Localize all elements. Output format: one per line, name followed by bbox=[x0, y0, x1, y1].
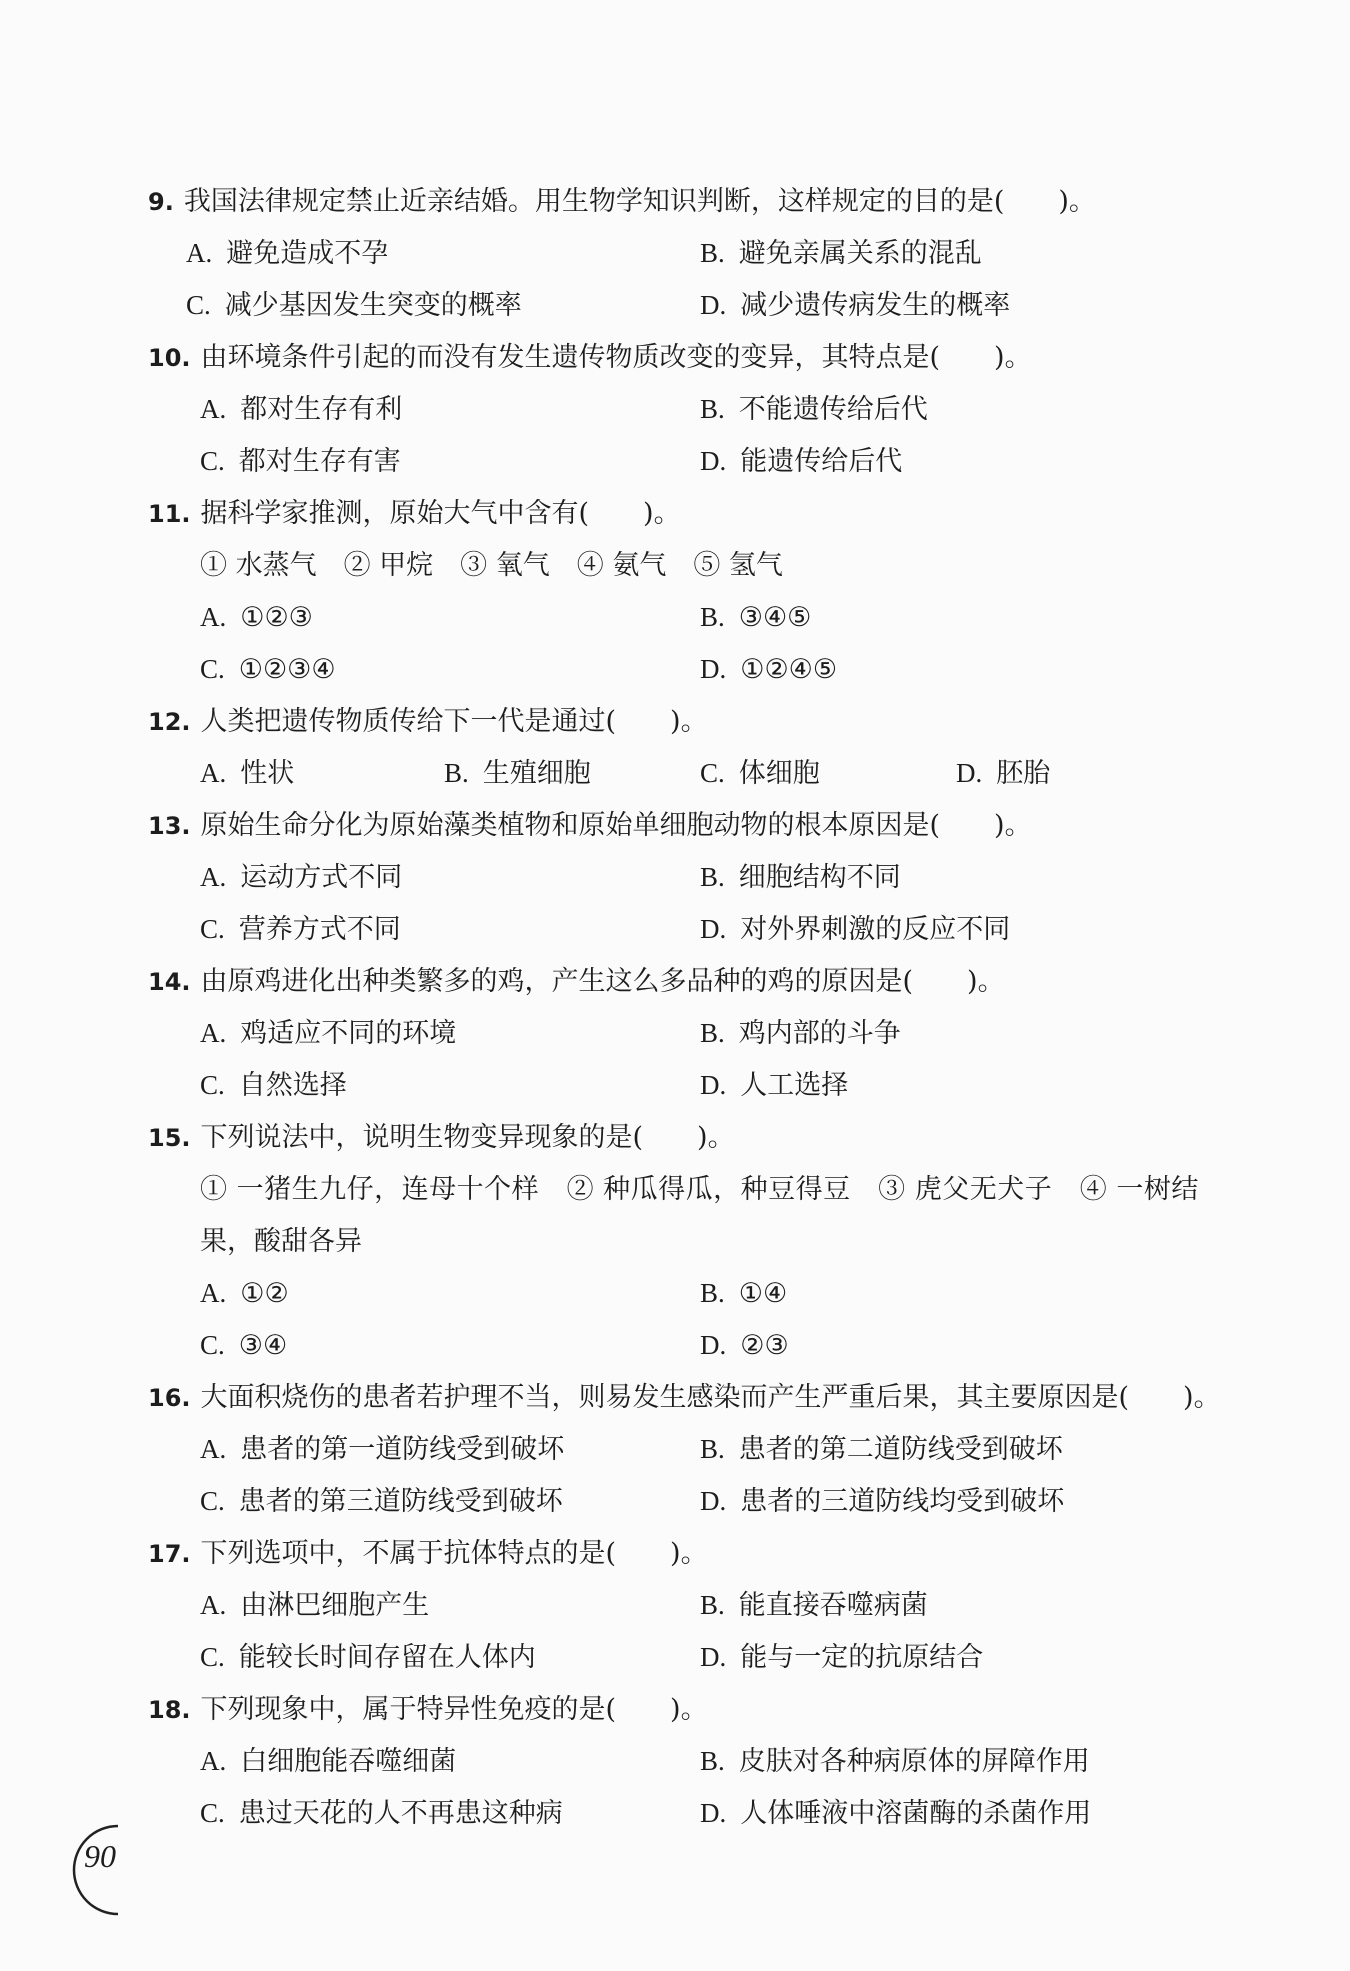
question-number: 9. bbox=[148, 188, 174, 216]
option-c: C. 营养方式不同 bbox=[200, 914, 401, 945]
question-18 bbox=[148, 1696, 708, 1723]
option-b: B. ①④ bbox=[700, 1278, 788, 1309]
option-d: D. ①②④⑤ bbox=[700, 654, 838, 685]
option-c: C. 减少基因发生突变的概率 bbox=[186, 290, 522, 321]
question-14 bbox=[148, 968, 1005, 995]
option-a: A. 鸡适应不同的环境 bbox=[200, 1018, 457, 1049]
option-c: C. 患过天花的人不再患这种病 bbox=[200, 1798, 563, 1829]
option-c: C. ③④ bbox=[200, 1330, 288, 1361]
question-number: 11. bbox=[148, 500, 191, 528]
option-d: D. 人体唾液中溶菌酶的杀菌作用 bbox=[700, 1798, 1092, 1829]
question-16 bbox=[148, 1384, 1221, 1411]
question-number: 16. bbox=[148, 1384, 191, 1412]
option-a: A. ①②③ bbox=[200, 602, 313, 633]
option-c: C. 体细胞 bbox=[700, 758, 820, 789]
question-number: 10. bbox=[148, 344, 191, 372]
question-items-line-2: 果，酸甜各异 bbox=[200, 1226, 362, 1257]
option-b: B. 细胞结构不同 bbox=[700, 862, 901, 893]
option-b: B. 生殖细胞 bbox=[444, 758, 591, 789]
option-b: B. 能直接吞噬病菌 bbox=[700, 1590, 928, 1621]
option-b: B. 不能遗传给后代 bbox=[700, 394, 928, 425]
question-number: 15. bbox=[148, 1124, 191, 1152]
page-number: 90 bbox=[84, 1838, 116, 1874]
option-a: A. 都对生存有利 bbox=[200, 394, 403, 425]
option-b: B. 皮肤对各种病原体的屏障作用 bbox=[700, 1746, 1090, 1777]
question-11 bbox=[148, 500, 681, 527]
question-text: 由环境条件引起的而没有发生遗传物质改变的变异，其特点是( )。 bbox=[200, 342, 1032, 373]
option-a: A. 性状 bbox=[200, 758, 295, 789]
option-b: B. ③④⑤ bbox=[700, 602, 812, 633]
option-c: C. ①②③④ bbox=[200, 654, 336, 685]
question-text: 人类把遗传物质传给下一代是通过( )。 bbox=[200, 706, 708, 737]
option-d: D. 对外界刺激的反应不同 bbox=[700, 914, 1011, 945]
question-text: 原始生命分化为原始藻类植物和原始单细胞动物的根本原因是( )。 bbox=[200, 810, 1032, 841]
question-9 bbox=[148, 188, 1096, 215]
question-17 bbox=[148, 1540, 708, 1567]
option-a: A. 患者的第一道防线受到破坏 bbox=[200, 1434, 565, 1465]
option-c: C. 患者的第三道防线受到破坏 bbox=[200, 1486, 563, 1517]
question-number: 18. bbox=[148, 1696, 191, 1724]
option-a: A. 运动方式不同 bbox=[200, 862, 403, 893]
question-13 bbox=[148, 812, 1032, 839]
option-d: D. ②③ bbox=[700, 1330, 789, 1361]
option-b: B. 鸡内部的斗争 bbox=[700, 1018, 901, 1049]
option-d: D. 胚胎 bbox=[956, 758, 1051, 789]
option-d: D. 减少遗传病发生的概率 bbox=[700, 290, 1011, 321]
option-d: D. 患者的三道防线均受到破坏 bbox=[700, 1486, 1065, 1517]
question-number: 14. bbox=[148, 968, 191, 996]
question-10 bbox=[148, 344, 1032, 371]
option-c: C. 自然选择 bbox=[200, 1070, 347, 1101]
question-number: 12. bbox=[148, 708, 191, 736]
question-text: 下列选项中，不属于抗体特点的是( )。 bbox=[200, 1538, 708, 1569]
option-a: A. ①② bbox=[200, 1278, 289, 1309]
question-15 bbox=[148, 1124, 735, 1151]
question-12 bbox=[148, 708, 708, 735]
option-a: A. 避免造成不孕 bbox=[186, 238, 389, 269]
question-text: 大面积烧伤的患者若护理不当，则易发生感染而产生严重后果，其主要原因是( )。 bbox=[200, 1382, 1221, 1413]
option-c: C. 都对生存有害 bbox=[200, 446, 401, 477]
option-b: B. 患者的第二道防线受到破坏 bbox=[700, 1434, 1063, 1465]
question-text: 由原鸡进化出种类繁多的鸡，产生这么多品种的鸡的原因是( )。 bbox=[200, 966, 1005, 997]
option-a: A. 由淋巴细胞产生 bbox=[200, 1590, 430, 1621]
question-text: 据科学家推测，原始大气中含有( )。 bbox=[200, 498, 681, 529]
question-number: 13. bbox=[148, 812, 191, 840]
question-text: 下列说法中，说明生物变异现象的是( )。 bbox=[200, 1122, 735, 1153]
option-b: B. 避免亲属关系的混乱 bbox=[700, 238, 982, 269]
option-a: A. 白细胞能吞噬细菌 bbox=[200, 1746, 457, 1777]
option-d: D. 能遗传给后代 bbox=[700, 446, 903, 477]
question-number: 17. bbox=[148, 1540, 191, 1568]
question-items-line-1: ① 一猪生九仔，连母十个样 ② 种瓜得瓜，种豆得豆 ③ 虎父无犬子 ④ 一树结 bbox=[200, 1174, 1199, 1205]
page-number-badge bbox=[70, 1820, 160, 1920]
option-d: D. 人工选择 bbox=[700, 1070, 849, 1101]
option-d: D. 能与一定的抗原结合 bbox=[700, 1642, 984, 1673]
option-c: C. 能较长时间存留在人体内 bbox=[200, 1642, 536, 1673]
question-text: 下列现象中，属于特异性免疫的是( )。 bbox=[200, 1694, 708, 1725]
question-text: 我国法律规定禁止近亲结婚。用生物学知识判断，这样规定的目的是( )。 bbox=[183, 186, 1096, 217]
question-items: ① 水蒸气 ② 甲烷 ③ 氧气 ④ 氨气 ⑤ 氢气 bbox=[200, 550, 783, 581]
